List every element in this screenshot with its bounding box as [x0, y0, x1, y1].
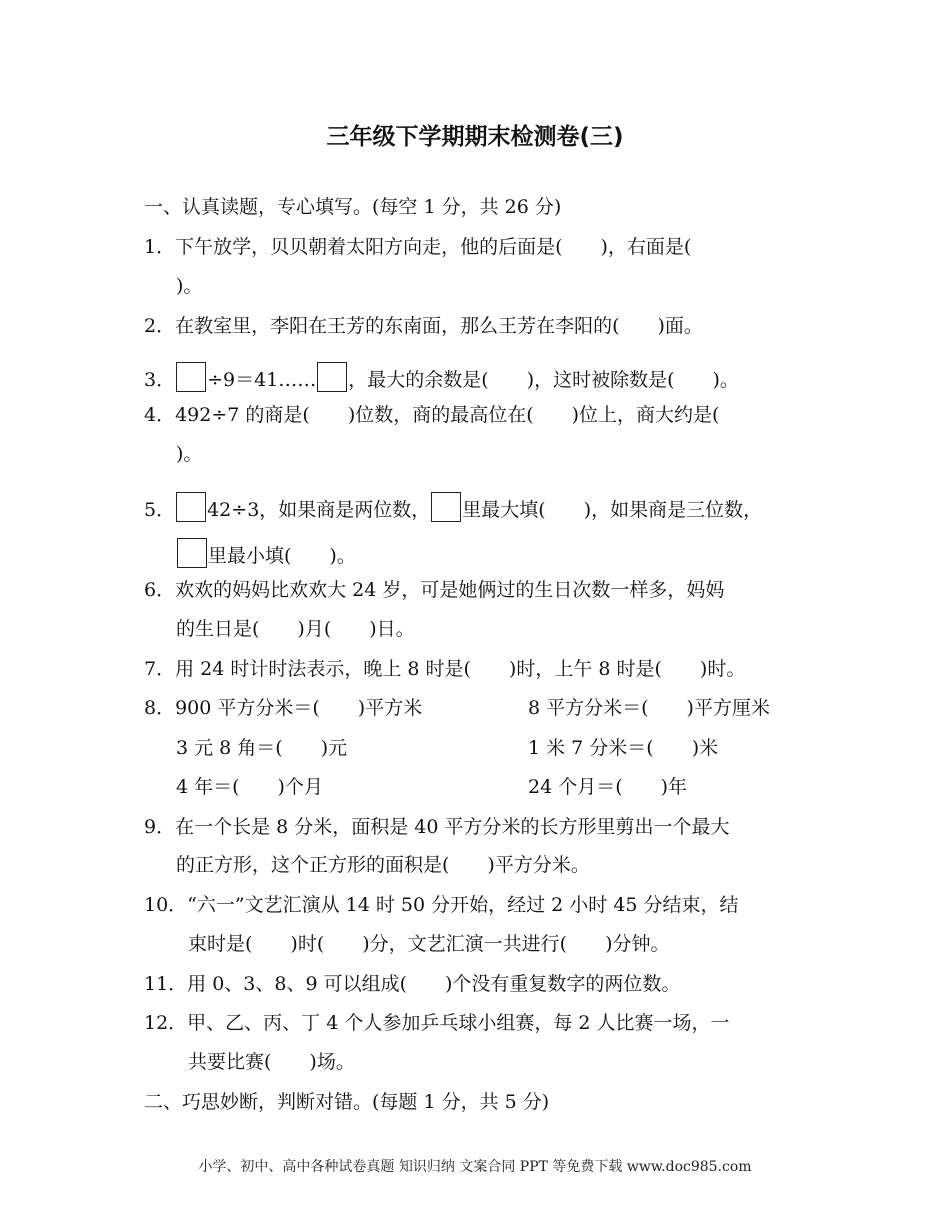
answer-box[interactable] — [177, 538, 207, 568]
question-12-line-1: 12．甲、乙、丙、丁 4 个人参加乒乓球小组赛，每 2 人比赛一场，一 — [144, 1012, 730, 1034]
question-5-line-2 — [176, 538, 356, 568]
answer-box[interactable] — [431, 492, 461, 522]
question-3 — [144, 362, 739, 392]
question-9-line-1: 9．在一个长是 8 分米，面积是 40 平方分米的长方形里剪出一个最大 — [144, 816, 730, 838]
question-10-line-2: 束时是( )时( )分，文艺汇演一共进行( )分钟。 — [188, 933, 670, 955]
question-8-row-1-right: 8 平方分米＝( )平方厘米 — [528, 697, 770, 719]
question-7: 7．用 24 时计时法表示，晚上 8 时是( )时，上午 8 时是( )时。 — [144, 658, 746, 680]
question-3-number: 3． — [144, 369, 176, 391]
question-12-line-2: 共要比赛( )场。 — [188, 1051, 355, 1073]
question-5-number: 5． — [144, 499, 176, 521]
question-1-line-1: 1．下午放学，贝贝朝着太阳方向走，他的后面是( )，右面是( — [144, 236, 692, 258]
question-3-end: ，最大的余数是( )，这时被除数是( )。 — [348, 369, 739, 391]
question-4-line-1: 4．492÷7 的商是( )位数，商的最高位在( )位上，商大约是( — [144, 404, 720, 426]
question-10-line-1: 10．“六一”文艺汇演从 14 时 50 分开始，经过 2 小时 45 分结束，结 — [144, 894, 739, 916]
question-4-line-2: )。 — [176, 443, 203, 465]
question-1-line-2: )。 — [176, 275, 203, 297]
question-9-line-2: 的正方形，这个正方形的面积是( )平方分米。 — [176, 854, 590, 876]
question-2: 2．在教室里，李阳在王芳的东南面，那么王芳在李阳的( )面。 — [144, 315, 703, 337]
answer-box[interactable] — [317, 362, 347, 392]
question-3-middle: ÷9＝41…… — [207, 369, 317, 391]
page-title: 三年级下学期期末检测卷(三) — [326, 124, 624, 150]
footer-text: 小学、初中、高中各种试卷真题 知识归纳 文案合同 PPT 等免费下载 www.doc985.com — [198, 1159, 752, 1175]
question-5-line-1 — [144, 492, 762, 522]
question-11: 11．用 0、3、8、9 可以组成( )个没有重复数字的两位数。 — [144, 973, 681, 995]
section-1-heading: 一、认真读题，专心填写。(每空 1 分，共 26 分) — [144, 196, 562, 218]
question-5-part-2: 里最大填( )，如果商是三位数， — [462, 499, 763, 521]
question-5-part-3: 里最小填( )。 — [208, 545, 356, 567]
question-8-row-1-left: 8．900 平方分米＝( )平方米 — [144, 697, 423, 719]
question-8-row-2-left: 3 元 8 角＝( )元 — [176, 737, 348, 759]
answer-box[interactable] — [176, 362, 206, 392]
question-8-row-2-right: 1 米 7 分米＝( )米 — [528, 737, 719, 759]
question-8-row-3-left: 4 年＝( )个月 — [176, 776, 323, 798]
question-5-part-1: 42÷3，如果商是两位数， — [207, 499, 431, 521]
answer-box[interactable] — [176, 492, 206, 522]
question-6-line-2: 的生日是( )月( )日。 — [176, 618, 415, 640]
question-8-row-3-right: 24 个月＝( )年 — [528, 776, 688, 798]
question-6-line-1: 6．欢欢的妈妈比欢欢大 24 岁，可是她俩过的生日次数一样多，妈妈 — [144, 579, 725, 601]
section-2-heading: 二、巧思妙断，判断对错。(每题 1 分，共 5 分) — [144, 1091, 550, 1113]
